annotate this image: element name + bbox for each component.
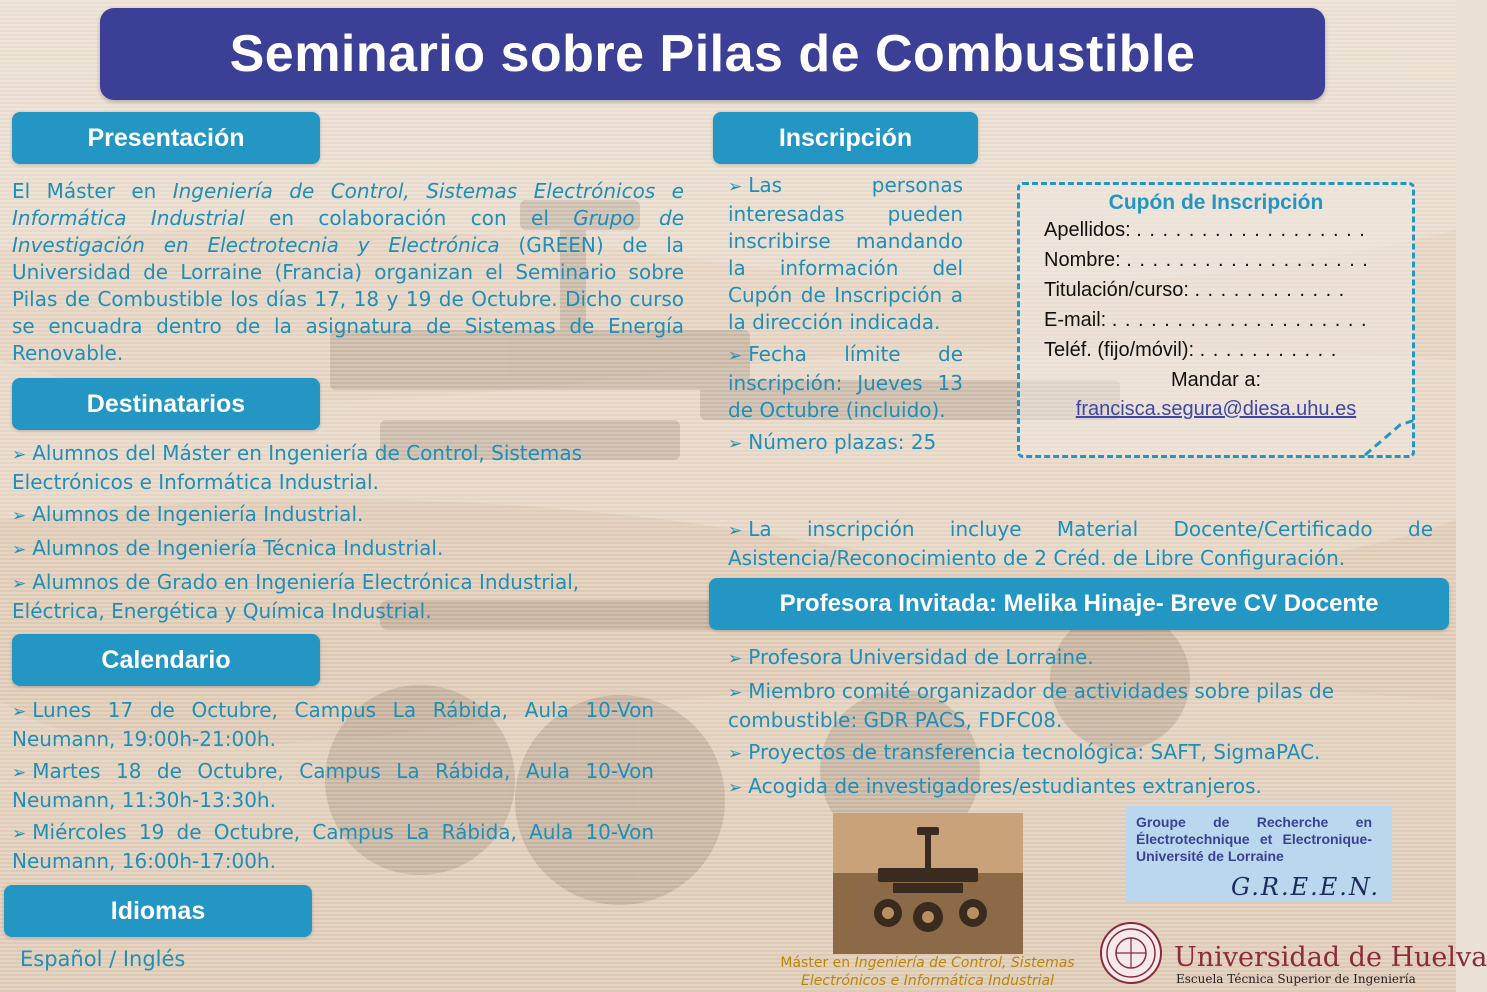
registration-coupon [1017, 182, 1415, 458]
list-item-text: Alumnos del Máster en Ingeniería de Control, Sistemas Electrónicos e Informática Industrial. [12, 441, 583, 494]
text-run-italic: Grupo de Investigación en Electrotecnia y Electrónica [12, 206, 684, 257]
caption-prefix: Máster en [780, 955, 855, 971]
field-label: Titulación/curso: [1044, 279, 1189, 301]
green-wordmark: G.R.E.E.N. [1230, 873, 1380, 901]
field-label: Nombre: [1044, 249, 1121, 271]
section-heading-idiomas [4, 885, 312, 937]
calendario-list [12, 697, 654, 880]
coupon-field-email [1020, 305, 1412, 335]
list-item [12, 758, 654, 814]
list-item [12, 819, 654, 875]
list-item-text: Miércoles 19 de Octubre, Campus La Rábida, Aula 10-Von Neumann, 16:00h-17:00h. [12, 820, 654, 873]
text-run: en colaboración con el [244, 206, 574, 230]
field-dots: . . . . . . . . . . . . [1194, 279, 1346, 301]
list-item [728, 516, 1433, 572]
list-item [12, 535, 662, 564]
destinatarios-list [12, 440, 662, 630]
list-item-text: Alumnos de Ingeniería Industrial. [32, 502, 364, 526]
profesora-list [728, 644, 1428, 807]
list-item-text: Fecha límite de inscripción: Jueves 13 de Octubre (incluido). [728, 342, 963, 422]
section-heading-label: Inscripción [778, 123, 913, 152]
master-caption [760, 954, 1095, 990]
arrowhead-bullet-icon: ➢ [12, 540, 27, 560]
list-item [728, 429, 963, 458]
list-item [728, 678, 1428, 734]
list-item [728, 341, 963, 424]
inscripcion-list [728, 172, 963, 463]
field-label: E-mail: [1044, 309, 1107, 331]
list-item-text: Número plazas: 25 [748, 430, 937, 454]
field-label: Teléf. (fijo/móvil): [1044, 339, 1195, 361]
list-item [12, 440, 662, 496]
list-item-text: La inscripción incluye Material Docente/Certificado de Asistencia/Reconocimiento de 2 Créd. de Libre Configuración. [728, 517, 1433, 570]
arrowhead-bullet-icon: ➢ [728, 778, 743, 798]
coupon-field-telefono [1020, 335, 1412, 365]
text-run: El Máster en [12, 179, 173, 203]
section-heading-label: Presentación [87, 123, 245, 152]
title-banner [100, 8, 1325, 100]
green-logo-text: Groupe de Recherche en Électrotechnique et Electronique- Université de Lorraine [1136, 814, 1372, 864]
inscripcion-wide-list [728, 516, 1433, 577]
section-heading-label: Idiomas [110, 896, 206, 925]
arrowhead-bullet-icon: ➢ [728, 521, 743, 541]
presentacion-paragraph [12, 178, 684, 367]
section-heading-inscripcion [713, 112, 978, 164]
field-label: Apellidos: [1044, 219, 1131, 241]
arrowhead-bullet-icon: ➢ [728, 434, 743, 454]
university-name: Universidad de Huelva [1174, 942, 1487, 973]
list-item-text: Acogida de investigadores/estudiantes extranjeros. [748, 774, 1262, 798]
arrowhead-bullet-icon: ➢ [728, 346, 743, 366]
coupon-email-link[interactable]: francisca.segura@diesa.uhu.es [1075, 398, 1357, 420]
rover-photo [833, 813, 1023, 954]
list-item-text: Alumnos de Grado en Ingeniería Electrónica Industrial, Eléctrica, Energética y Química Industrial. [12, 570, 580, 623]
list-item-text: Miembro comité organizador de actividades sobre pilas de combustible: GDR PACS, FDFC08. [728, 679, 1335, 732]
coupon-callout-tail-icon [1360, 415, 1420, 460]
coupon-field-apellidos [1020, 215, 1412, 245]
arrowhead-bullet-icon: ➢ [728, 683, 743, 703]
section-heading-calendario [12, 634, 320, 686]
section-heading-destinatarios [12, 378, 320, 430]
list-item-text: Lunes 17 de Octubre, Campus La Rábida, Aula 10-Von Neumann, 19:00h-21:00h. [12, 698, 654, 751]
arrowhead-bullet-icon: ➢ [12, 445, 27, 465]
arrowhead-bullet-icon: ➢ [12, 506, 27, 526]
field-dots: . . . . . . . . . . . . . . . . . . [1136, 219, 1366, 241]
field-dots: . . . . . . . . . . . [1199, 339, 1338, 361]
list-item-text: Martes 18 de Octubre, Campus La Rábida, Aula 10-Von Neumann, 11:30h-13:30h. [12, 759, 654, 812]
list-item [728, 172, 963, 336]
arrowhead-bullet-icon: ➢ [12, 763, 27, 783]
arrowhead-bullet-icon: ➢ [728, 744, 743, 764]
idiomas-text: Español / Inglés [20, 947, 186, 971]
text-run-italic: Ingeniería de Control, Sistemas Electrónicos e Informática Industrial [12, 179, 684, 230]
green-logo [1126, 806, 1392, 902]
page-title: Seminario sobre Pilas de Combustible [229, 25, 1196, 83]
list-item-text: Proyectos de transferencia tecnológica: SAFT, SigmaPAC. [748, 740, 1321, 764]
caption-italic: Ingeniería de Control, Sistemas Electrónicos e Informática Industrial [801, 955, 1075, 989]
section-heading-profesora [709, 578, 1449, 630]
list-item-text: Las personas interesadas pueden inscribirse mandando la información del Cupón de Inscripción a la dirección indicada. [728, 173, 963, 334]
coupon-field-titulacion [1020, 275, 1412, 305]
arrowhead-bullet-icon: ➢ [728, 177, 743, 197]
section-heading-label: Calendario [101, 645, 231, 674]
list-item-text: Profesora Universidad de Lorraine. [748, 645, 1094, 669]
rover-illustration-icon [833, 813, 1023, 954]
arrowhead-bullet-icon: ➢ [12, 702, 27, 722]
arrowhead-bullet-icon: ➢ [728, 649, 743, 669]
field-dots: . . . . . . . . . . . . . . . . . . . . [1111, 309, 1368, 331]
coupon-send-label: Mandar a: [1170, 369, 1262, 391]
list-item [728, 644, 1428, 673]
text-run: (GREEN) de la Universidad de Lorraine (Francia) organizan el Seminario sobre Pilas de Combustible los días 17, 18 y 19 de Octubre. Dicho curso se encuadra dentro de la asignatura de Sistemas de Energía Renovable. [12, 233, 685, 365]
arrowhead-bullet-icon: ➢ [12, 824, 27, 844]
list-item-text: Alumnos de Ingeniería Técnica Industrial. [32, 536, 444, 560]
section-heading-label: Profesora Invitada: Melika Hinaje- Breve CV Docente [779, 590, 1379, 617]
coupon-title: Cupón de Inscripción [1108, 191, 1324, 214]
list-item [12, 501, 662, 530]
list-item [12, 569, 662, 625]
list-item [12, 697, 654, 753]
university-subtitle: Escuela Técnica Superior de Ingeniería [1176, 972, 1416, 986]
list-item [728, 773, 1428, 802]
university-seal-icon [1100, 922, 1162, 984]
list-item [728, 739, 1428, 768]
field-dots: . . . . . . . . . . . . . . . . . . . [1126, 249, 1369, 271]
coupon-field-nombre [1020, 245, 1412, 275]
arrowhead-bullet-icon: ➢ [12, 574, 27, 594]
section-heading-presentacion [12, 112, 320, 164]
section-heading-label: Destinatarios [86, 389, 246, 418]
